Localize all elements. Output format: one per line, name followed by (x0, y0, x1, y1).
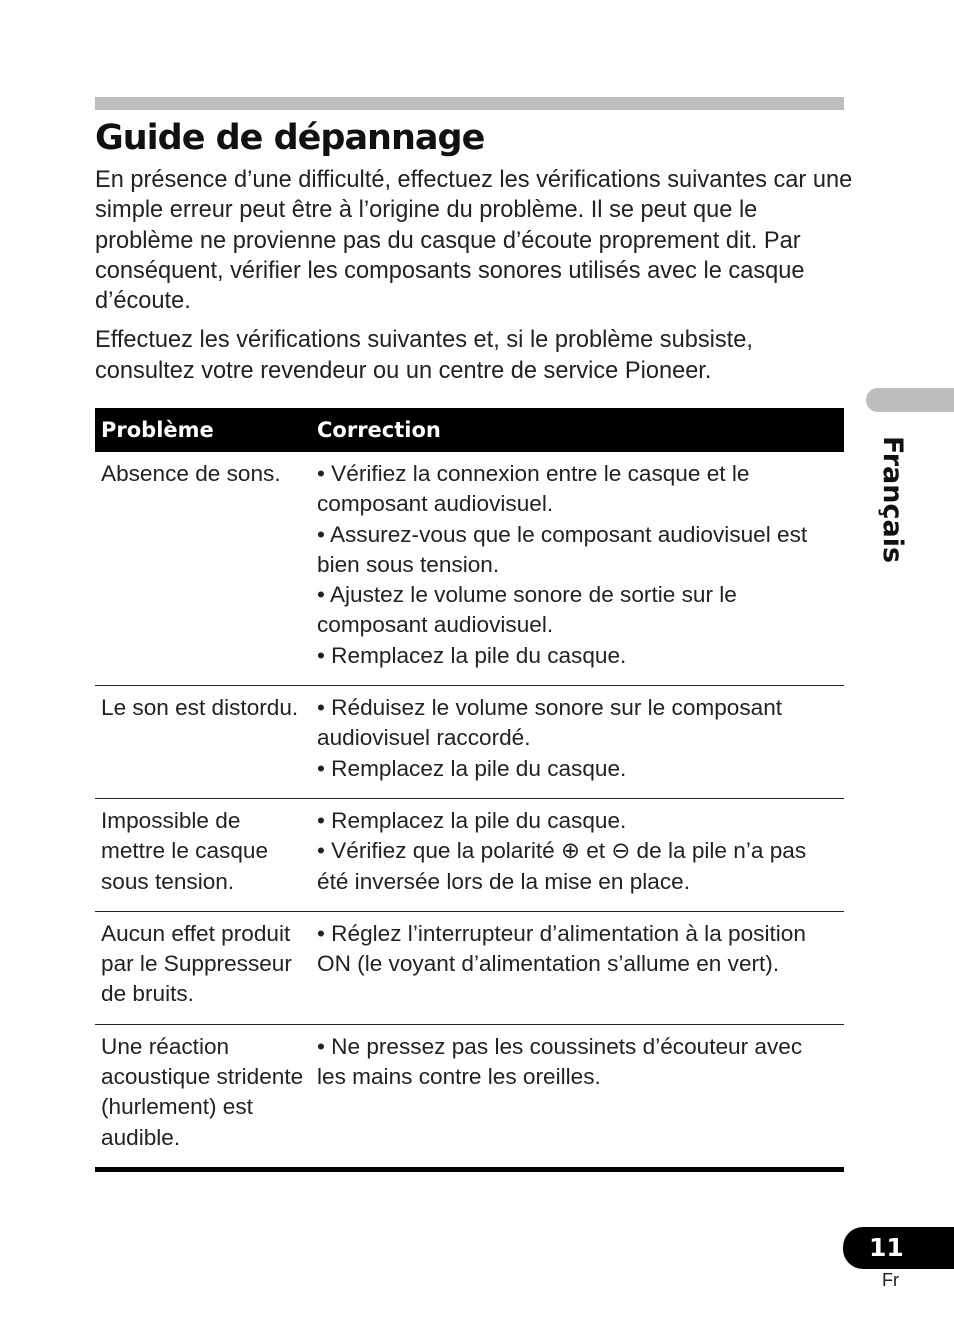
page-title: Guide de dépannage (95, 118, 485, 158)
table-row (95, 452, 844, 686)
correction-item: • Remplacez la pile du casque. (317, 807, 627, 833)
correction-item: • Réglez l’interrupteur d’alimentation à la position ON (le voyant d’alimentation s’allume en vert). (317, 920, 806, 977)
correction-cell (311, 452, 844, 686)
page-number: 11 (843, 1227, 954, 1269)
intro-paragraph: En présence d’une difficulté, effectuez les vérifications suivantes car une simple erreur peut être à l’origine du problème. Il se peut que le problème ne provienne pas du casque d’écoute proprement dit. Par conséquent, vérifier les composants sonores utilisés avec le casque d’écoute. (95, 167, 853, 315)
correction-cell (311, 798, 844, 911)
table-header-row (95, 408, 844, 452)
correction-item: • Remplacez la pile du casque. (317, 755, 627, 781)
language-code: Fr (882, 1270, 899, 1290)
correction-item: • Vérifiez la connexion entre le casque et le composant audiovisuel. (317, 461, 750, 517)
header-correction: Correction (311, 408, 844, 452)
table-row (95, 1024, 844, 1169)
correction-cell (311, 686, 844, 799)
side-tab-marker (866, 388, 954, 412)
top-rule (95, 97, 844, 110)
table-row (95, 686, 844, 799)
correction-item: • Remplacez la pile du casque. (317, 642, 627, 668)
correction-item: • Vérifiez que la polarité ⊕ et ⊖ de la pile n’a pas été inversée lors de la mise en place. (317, 838, 807, 894)
correction-item: • Ne pressez pas les coussinets d’écouteur avec les mains contre les oreilles. (317, 1033, 803, 1090)
troubleshooting-table (95, 408, 844, 1172)
table-row (95, 798, 844, 911)
correction-cell (311, 1024, 844, 1169)
intro-text (95, 165, 855, 395)
problem-cell: Le son est distordu. (95, 686, 311, 799)
correction-item: • Ajustez le volume sonore de sortie sur le composant audiovisuel. (317, 582, 737, 638)
correction-item: • Réduisez le volume sonore sur le composant audiovisuel raccordé. (317, 695, 783, 751)
side-language-label: Français (877, 436, 908, 564)
header-problem: Problème (95, 408, 311, 452)
problem-cell: Impossible de mettre le casque sous tension. (95, 798, 311, 911)
correction-item: • Assurez-vous que le composant audiovisuel est bien sous tension. (317, 521, 808, 577)
problem-cell: Absence de sons. (95, 452, 311, 686)
problem-cell: Une réaction acoustique stridente (hurlement) est audible. (95, 1024, 311, 1169)
intro-paragraph: Effectuez les vérifications suivantes et, si le problème subsiste, consultez votre revendeur ou un centre de service Pioneer. (95, 327, 753, 384)
table-row (95, 911, 844, 1024)
problem-cell: Aucun effet produit par le Suppresseur de bruits. (95, 911, 311, 1024)
correction-cell (311, 911, 844, 1024)
